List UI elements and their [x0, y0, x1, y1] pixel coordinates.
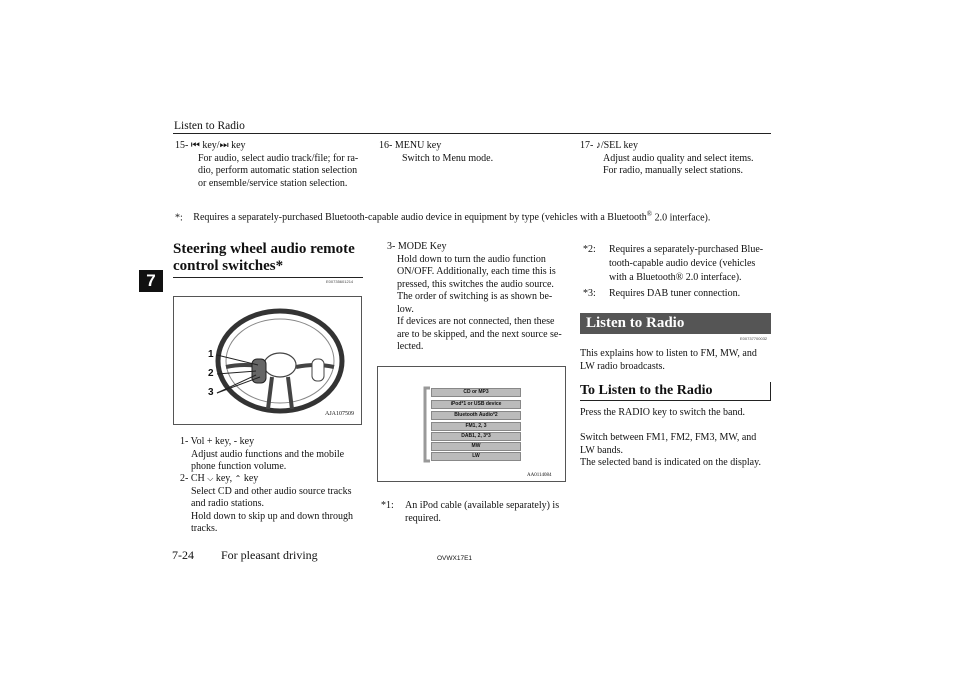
chapter-tab: 7 — [139, 270, 163, 292]
source-label: DAB1, 2, 3*3 — [431, 432, 521, 441]
listen-banner: Listen to Radio — [580, 313, 771, 334]
item-line: For audio, select audio track/file; for ra- — [198, 152, 359, 164]
item-line: lected. — [397, 341, 424, 352]
footnote-bluetooth — [175, 208, 770, 225]
image-label: AJA107509 — [325, 411, 355, 417]
paragraph-line: The selected band is indicated on the display. — [580, 457, 761, 468]
footnote-mark: *: — [175, 212, 183, 224]
item-key: MENU key — [394, 140, 442, 151]
callout-3: 3 — [208, 387, 214, 398]
music-note-icon: ♪ — [595, 140, 601, 151]
section-title-line: Steering wheel audio remote — [173, 241, 355, 257]
paragraph-line: Switch between FM1, FM2, FM3, MW, and — [580, 432, 757, 443]
footnote-sup: ® — [646, 210, 653, 218]
item-line: Hold down to turn the audio function — [397, 253, 546, 265]
note-1 — [381, 500, 566, 525]
source-label: FM1, 2, 3 — [431, 422, 521, 431]
item-line: If devices are not connected, then these — [397, 316, 555, 327]
steering-wheel-image — [173, 296, 362, 425]
item-line: pressed, this switches the audio source. — [397, 278, 554, 290]
item-key: CH — [190, 473, 205, 484]
paragraph-line: LW bands. — [580, 444, 623, 456]
item-number: 17- — [580, 140, 594, 151]
source-label: LW — [431, 452, 521, 461]
item-key: key/ — [202, 140, 220, 151]
item-line: dio, perform automatic station selection — [198, 165, 358, 176]
item-key-suffix: key — [231, 140, 246, 151]
listen-subtitle: To Listen to the Radio — [580, 383, 713, 398]
item-number: 16- — [379, 140, 393, 151]
section-code: E00737700032 — [740, 336, 768, 341]
item-17 — [580, 140, 770, 178]
item-key: key — [243, 473, 259, 484]
item-key: MODE Key — [397, 241, 447, 252]
source-label: Bluetooth Audio*2 — [431, 411, 521, 420]
item-line: ON/OFF. Additionally, each time this is — [397, 266, 556, 277]
steering-wheel-icon — [174, 297, 361, 424]
mode-key-item — [387, 241, 567, 354]
item-line: phone function volume. — [191, 461, 287, 472]
item-line: low. — [397, 303, 414, 315]
item-line: Adjust audio functions and the mobile — [191, 448, 345, 460]
header-rule — [173, 133, 771, 134]
item-number: 2- — [180, 473, 189, 484]
section-rule — [173, 277, 363, 278]
source-label: CD or MP3 — [431, 388, 521, 397]
note-mark: *3: — [583, 288, 596, 299]
note-mark: *1: — [381, 500, 394, 511]
listen-para-1: Press the RADIO key to switch the band. — [580, 407, 745, 418]
section-title-line: control switches* — [173, 258, 284, 274]
paragraph-line: LW radio broadcasts. — [580, 360, 665, 372]
item-number: 1- — [180, 436, 189, 447]
note-2 — [583, 243, 771, 285]
footer-doc-code: OVWX17E1 — [437, 555, 473, 562]
note-mark: *2: — [583, 244, 596, 255]
callout-2: 2 — [208, 368, 214, 379]
item-line: and radio stations. — [191, 498, 265, 509]
listen-para-2 — [580, 432, 771, 470]
item-key: key, — [215, 473, 233, 484]
note-line: required. — [405, 512, 441, 524]
page-number: 7-24 — [172, 548, 194, 562]
footer-section: For pleasant driving — [221, 548, 318, 562]
item-line: For radio, manually select stations. — [603, 165, 743, 176]
note-line: tooth-capable audio device (vehicles — [609, 258, 756, 269]
item-line: tracks. — [191, 523, 218, 534]
callout-1: 1 — [208, 349, 214, 360]
listen-intro — [580, 348, 771, 373]
item-key: /SEL key — [600, 140, 638, 151]
item-line: Hold down to skip up and down through — [191, 510, 353, 522]
item-15 — [175, 140, 370, 190]
note-line: Requires DAB tuner connection. — [609, 288, 741, 299]
steering-item-1 — [180, 436, 365, 474]
item-16 — [379, 140, 569, 165]
subtitle-rule-side — [770, 382, 771, 400]
source-label: iPod*1 or USB device — [431, 400, 521, 409]
source-label: MW — [431, 442, 521, 451]
steering-item-2 — [180, 473, 365, 536]
section-code: E00735601214 — [326, 279, 354, 284]
item-number: 3- — [387, 241, 396, 252]
item-number: 15- — [175, 140, 189, 151]
item-line: are to be skipped, and the next source se- — [397, 328, 562, 340]
note-line: with a Bluetooth® 2.0 interface). — [609, 272, 742, 283]
item-line: The order of switching is as shown be- — [397, 291, 553, 302]
note-line: An iPod cable (available separately) is — [405, 500, 560, 511]
footnote-text: Requires a separately-purchased Bluetooth-capable audio device in equipment by type (vehicles with a Bluetooth — [193, 212, 647, 224]
chevron-down-icon: ⌵ — [207, 474, 214, 483]
note-3 — [583, 288, 771, 301]
steering-section-title — [173, 241, 363, 275]
item-line: Select CD and other audio source tracks — [191, 485, 352, 497]
item-key: Vol + key, - key — [190, 436, 255, 447]
item-line: Adjust audio quality and select items. — [603, 152, 754, 164]
item-line: or ensemble/service station selection. — [198, 177, 348, 189]
image-label: AA0114084 — [527, 473, 552, 478]
subtitle-rule — [580, 400, 771, 401]
chevron-up-icon: ⌃ — [234, 474, 242, 483]
item-line: Switch to Menu mode. — [402, 152, 494, 164]
note-line: Requires a separately-purchased Blue- — [609, 244, 764, 255]
page-header-title: Listen to Radio — [174, 120, 245, 132]
footnote-text-end: 2.0 interface). — [652, 212, 711, 224]
paragraph-line: This explains how to listen to FM, MW, and — [580, 348, 757, 359]
skip-back-icon: ⏮ — [190, 140, 200, 151]
skip-forward-icon: ⏭ — [219, 140, 229, 151]
